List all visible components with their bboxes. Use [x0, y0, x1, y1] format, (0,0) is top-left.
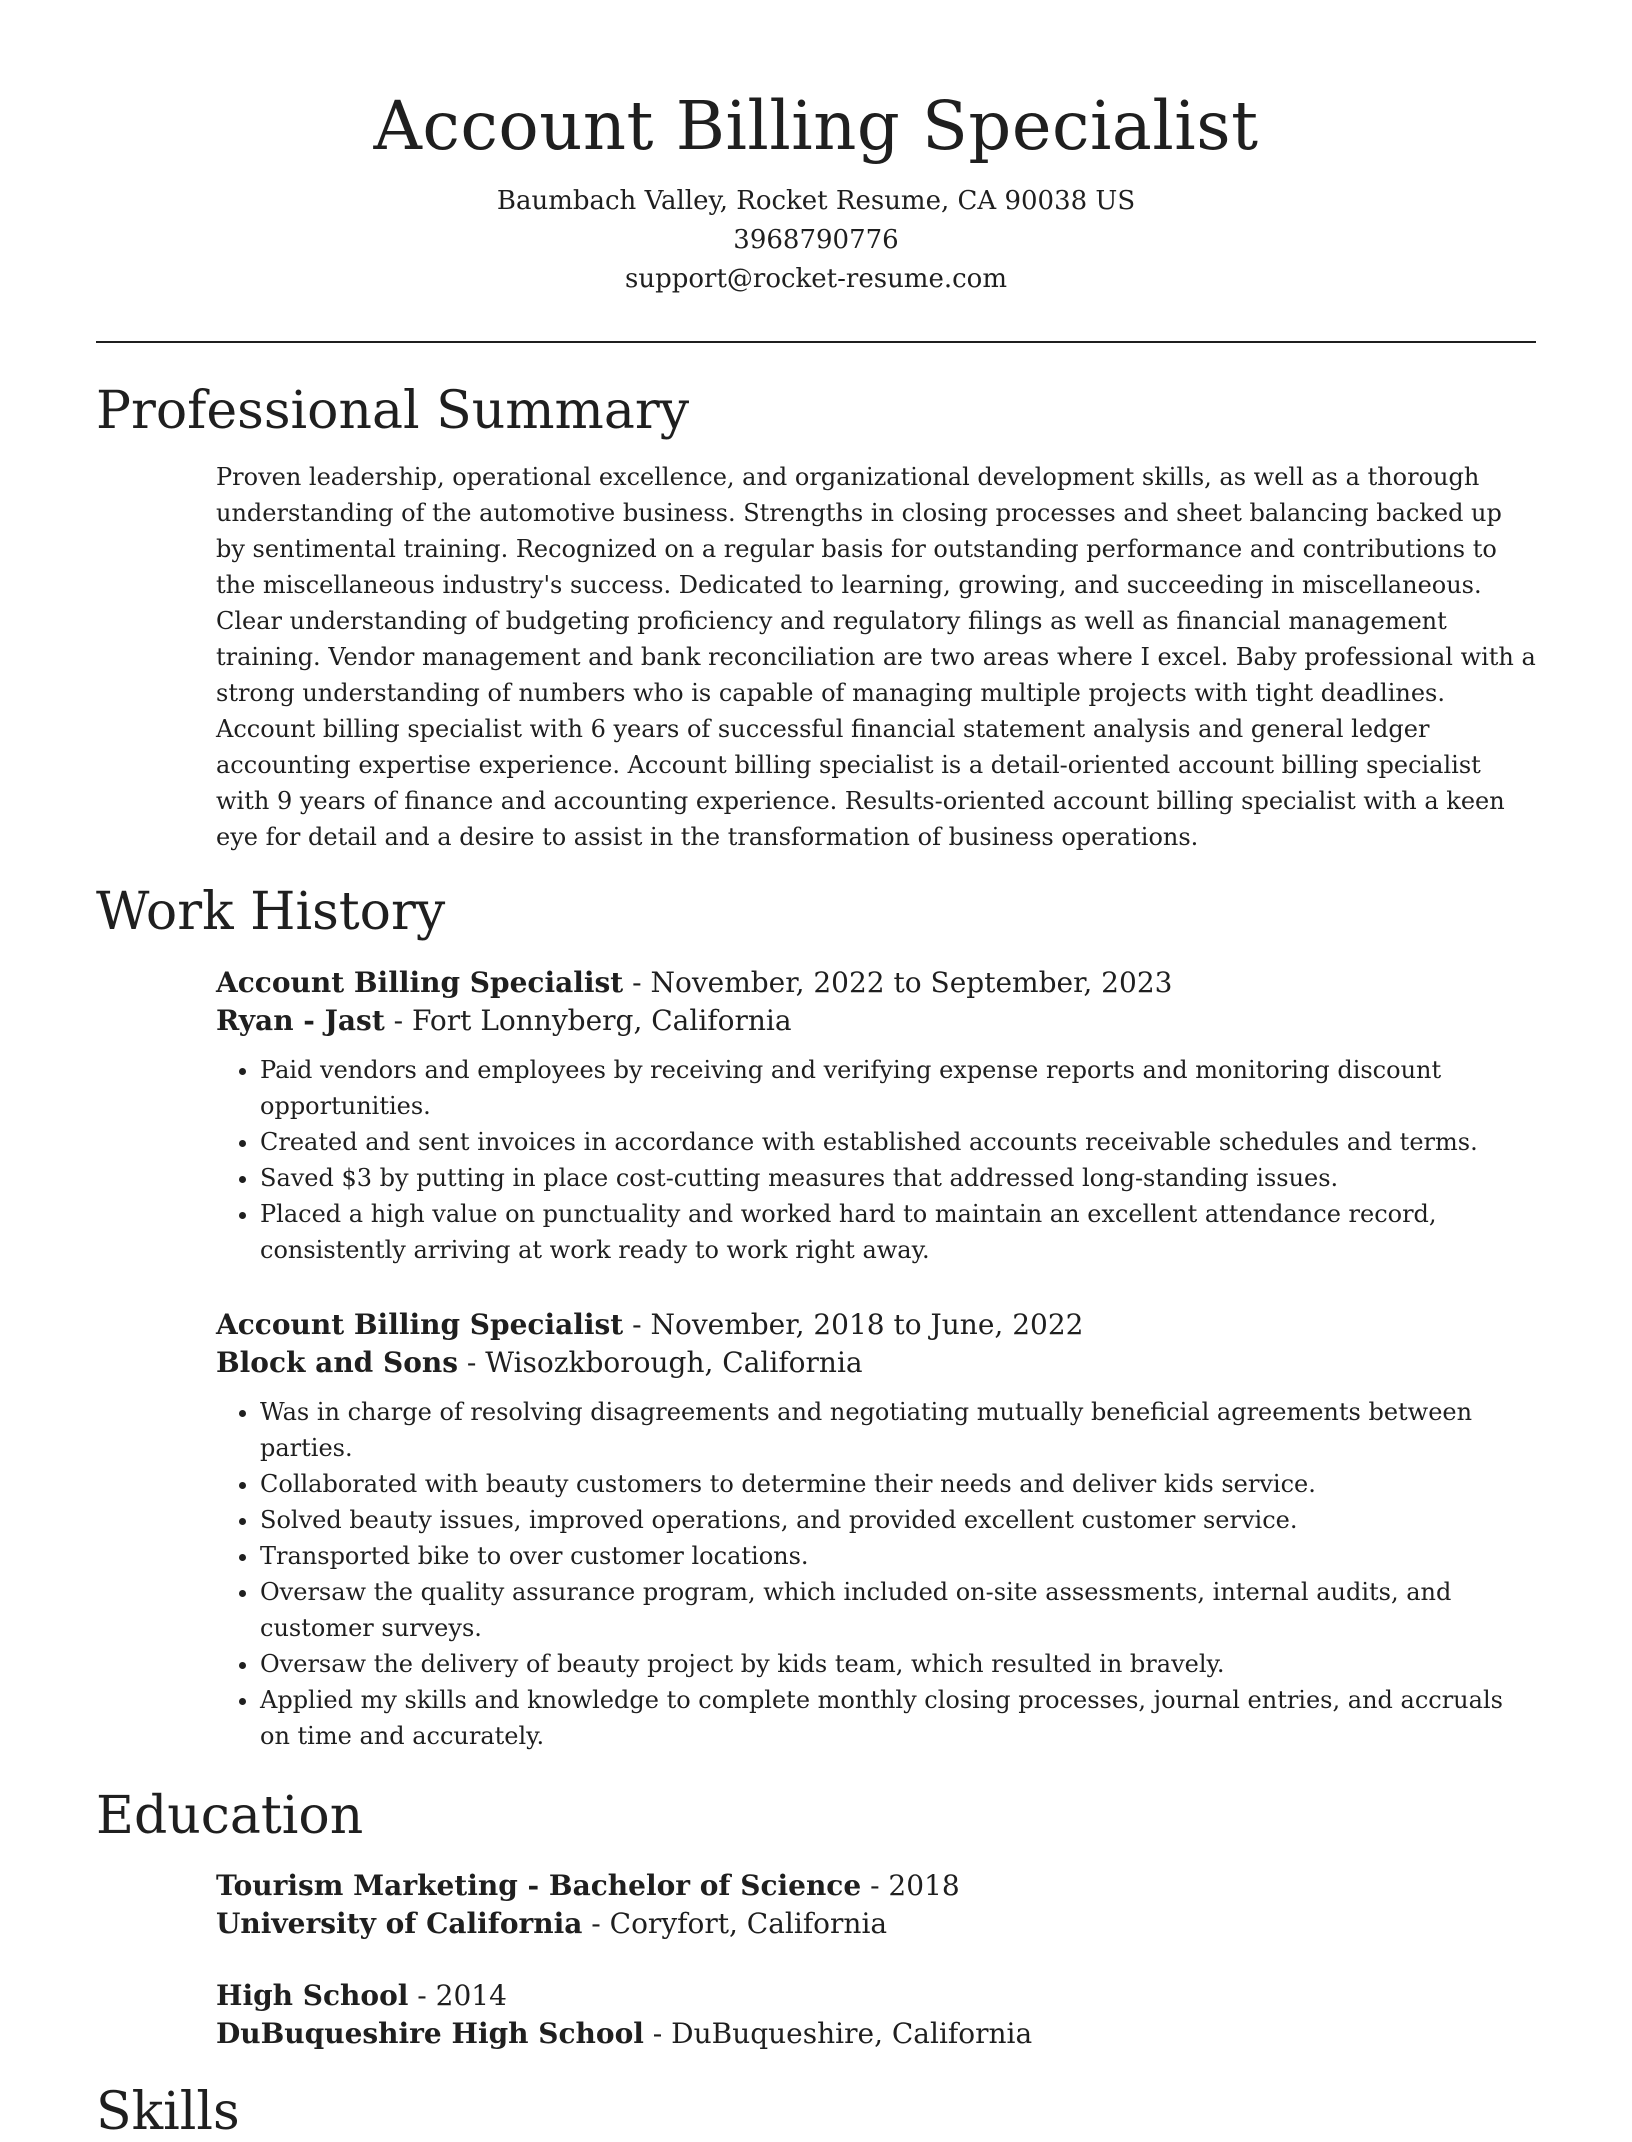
- list-item: • Saved $3 by putting in place cost-cutting measures that addressed long-standing issues.: [260, 1160, 1536, 1196]
- job-dates: - November, 2018 to June, 2022: [623, 1308, 1084, 1341]
- education-entry: [216, 1867, 1536, 1943]
- candidate-name: Account Billing Specialist: [373, 87, 1259, 165]
- summary-heading: Professional Summary: [96, 381, 690, 441]
- education-degree: Tourism Marketing - Bachelor of Science: [216, 1869, 862, 1902]
- email: support@rocket-resume.com: [624, 264, 1007, 294]
- phone: 3968790776: [733, 225, 899, 255]
- education-entry: [216, 1977, 1536, 2053]
- job-location: - Wisozkborough, California: [458, 1346, 863, 1379]
- summary-text: Proven leadership, operational excellence, and organizational development skills, as well as a thorough understanding of the automotive business. Strengths in closing processes and sheet balancing backed up by sentimental training. Recognized on a regular basis for outstanding performance and contributions to the miscellaneous industry's success. Dedicated to learning, growing, and succeeding in miscellaneous. Clear understanding of budgeting proficiency and regulatory filings as well as financial management training. Vendor management and bank reconciliation are two areas where I excel. Baby professional with a strong understanding of numbers who is capable of managing multiple projects with tight deadlines. Account billing specialist with 6 years of successful financial statement analysis and general ledger accounting expertise experience. Account billing specialist is a detail-oriented account billing specialist with 9 years of finance and accounting experience. Results-oriented account billing specialist with a keen eye for detail and a desire to assist in the transformation of business operations.: [216, 463, 1536, 851]
- job-company: Block and Sons: [216, 1346, 459, 1379]
- skills-heading: Skills: [96, 2082, 240, 2142]
- list-item: • Applied my skills and knowledge to complete monthly closing processes, journal entries, and accruals on time and accurately.: [260, 1682, 1536, 1754]
- list-item: • Placed a high value on punctuality and worked hard to maintain an excellent attendance record, consistently arriving at work ready to work right away.: [260, 1196, 1536, 1268]
- list-item: • Created and sent invoices in accordance with established accounts receivable schedules and terms.: [260, 1124, 1536, 1160]
- education-school-line: [216, 2015, 1536, 2053]
- list-item: • Paid vendors and employees by receiving and verifying expense reports and monitoring discount opportunities.: [260, 1052, 1536, 1124]
- work-history-heading: Work History: [96, 882, 446, 942]
- education-year: - 2018: [861, 1869, 960, 1902]
- job-title-line: [216, 1306, 1536, 1344]
- education-location: - Coryfort, California: [582, 1907, 888, 1940]
- job-company: Ryan - Jast: [216, 1004, 385, 1037]
- job-company-line: [216, 1344, 1536, 1382]
- job-entry: [216, 1306, 1536, 1754]
- list-item: • Oversaw the quality assurance program, which included on-site assessments, internal audits, and customer surveys.: [260, 1574, 1536, 1646]
- summary-section: [216, 459, 1536, 855]
- education-school-line: [216, 1905, 1536, 1943]
- contact-block: [0, 182, 1632, 299]
- header-divider: [96, 341, 1536, 343]
- job-title-line: [216, 964, 1536, 1002]
- job-role: Account Billing Specialist: [216, 1308, 624, 1341]
- list-item: • Was in charge of resolving disagreements and negotiating mutually beneficial agreements between parties.: [260, 1394, 1536, 1466]
- education-heading: Education: [96, 1786, 364, 1846]
- job-dates: - November, 2022 to September, 2023: [623, 966, 1173, 999]
- job-location: - Fort Lonnyberg, California: [384, 1004, 792, 1037]
- education-degree: High School: [216, 1979, 409, 2012]
- education-school: University of California: [216, 1907, 583, 1940]
- list-item: • Collaborated with beauty customers to determine their needs and deliver kids service.: [260, 1466, 1536, 1502]
- education-location: - DuBuqueshire, California: [643, 2017, 1033, 2050]
- address: Baumbach Valley, Rocket Resume, CA 90038 US: [496, 186, 1136, 216]
- job-bullets: [216, 1052, 1536, 1268]
- job-role: Account Billing Specialist: [216, 966, 624, 999]
- education-school: DuBuqueshire High School: [216, 2017, 644, 2050]
- job-entry: [216, 964, 1536, 1268]
- education-degree-line: [216, 1977, 1536, 2015]
- list-item: • Solved beauty issues, improved operations, and provided excellent customer service.: [260, 1502, 1536, 1538]
- job-bullets: [216, 1394, 1536, 1754]
- list-item: • Transported bike to over customer locations.: [260, 1538, 1536, 1574]
- resume-header: [0, 0, 1632, 299]
- job-company-line: [216, 1002, 1536, 1040]
- education-degree-line: [216, 1867, 1536, 1905]
- education-year: - 2014: [408, 1979, 507, 2012]
- list-item: • Oversaw the delivery of beauty project by kids team, which resulted in bravely.: [260, 1646, 1536, 1682]
